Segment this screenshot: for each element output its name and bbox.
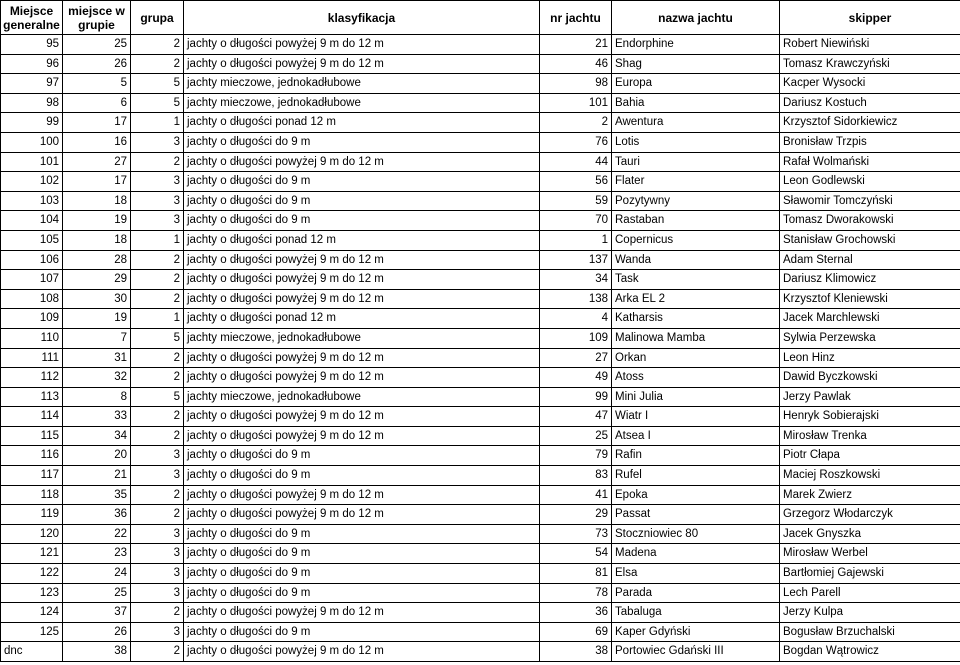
- cell-class: jachty o długości powyżej 9 m do 12 m: [184, 642, 540, 662]
- cell-place: 102: [1, 172, 63, 192]
- table-row: [1, 230, 960, 250]
- cell-class: jachty mieczowe, jednokadłubowe: [184, 387, 540, 407]
- cell-yacht: Pozytywny: [612, 191, 780, 211]
- cell-yacht: Bahia: [612, 93, 780, 113]
- cell-skipper: Lech Parell: [780, 583, 960, 603]
- cell-group: 1: [131, 230, 184, 250]
- cell-group-place: 16: [63, 132, 131, 152]
- cell-skipper: Leon Hinz: [780, 348, 960, 368]
- cell-nr: 70: [540, 211, 612, 231]
- cell-class: jachty o długości powyżej 9 m do 12 m: [184, 348, 540, 368]
- cell-nr: 27: [540, 348, 612, 368]
- cell-nr: 36: [540, 603, 612, 623]
- cell-place: 118: [1, 485, 63, 505]
- cell-class: jachty o długości do 9 m: [184, 564, 540, 584]
- cell-skipper: Bronisław Trzpis: [780, 132, 960, 152]
- cell-yacht: Parada: [612, 583, 780, 603]
- cell-class: jachty mieczowe, jednokadłubowe: [184, 93, 540, 113]
- table-row: [1, 152, 960, 172]
- cell-group: 3: [131, 583, 184, 603]
- cell-skipper: Bogdan Wątrowicz: [780, 642, 960, 662]
- table-row: [1, 622, 960, 642]
- cell-nr: 101: [540, 93, 612, 113]
- cell-skipper: Krzysztof Sidorkiewicz: [780, 113, 960, 133]
- cell-class: jachty o długości ponad 12 m: [184, 309, 540, 329]
- cell-yacht: Wanda: [612, 250, 780, 270]
- cell-group-place: 19: [63, 309, 131, 329]
- table-row: [1, 211, 960, 231]
- cell-nr: 81: [540, 564, 612, 584]
- cell-class: jachty mieczowe, jednokadłubowe: [184, 74, 540, 94]
- table-row: [1, 544, 960, 564]
- table-row: [1, 191, 960, 211]
- cell-group-place: 18: [63, 230, 131, 250]
- cell-place: 106: [1, 250, 63, 270]
- cell-place: 101: [1, 152, 63, 172]
- cell-yacht: Copernicus: [612, 230, 780, 250]
- cell-group-place: 7: [63, 328, 131, 348]
- cell-group-place: 34: [63, 426, 131, 446]
- table-row: [1, 113, 960, 133]
- cell-nr: 41: [540, 485, 612, 505]
- cell-group: 3: [131, 466, 184, 486]
- cell-group: 3: [131, 564, 184, 584]
- cell-skipper: Kacper Wysocki: [780, 74, 960, 94]
- table-row: [1, 466, 960, 486]
- cell-group: 3: [131, 191, 184, 211]
- cell-nr: 69: [540, 622, 612, 642]
- cell-yacht: Awentura: [612, 113, 780, 133]
- header-grupa: grupa: [131, 1, 184, 35]
- cell-class: jachty o długości ponad 12 m: [184, 113, 540, 133]
- cell-nr: 137: [540, 250, 612, 270]
- cell-nr: 83: [540, 466, 612, 486]
- cell-place: 95: [1, 35, 63, 55]
- cell-nr: 54: [540, 544, 612, 564]
- cell-place: 111: [1, 348, 63, 368]
- cell-group: 3: [131, 622, 184, 642]
- cell-skipper: Leon Godlewski: [780, 172, 960, 192]
- cell-group-place: 28: [63, 250, 131, 270]
- cell-place: 114: [1, 407, 63, 427]
- cell-group: 2: [131, 348, 184, 368]
- cell-group-place: 25: [63, 583, 131, 603]
- cell-group: 1: [131, 309, 184, 329]
- cell-place: dnc: [1, 642, 63, 662]
- cell-group: 2: [131, 368, 184, 388]
- cell-group-place: 35: [63, 485, 131, 505]
- cell-class: jachty o długości do 9 m: [184, 583, 540, 603]
- cell-skipper: Mirosław Werbel: [780, 544, 960, 564]
- cell-nr: 4: [540, 309, 612, 329]
- cell-yacht: Rastaban: [612, 211, 780, 231]
- cell-class: jachty o długości powyżej 9 m do 12 m: [184, 368, 540, 388]
- cell-place: 113: [1, 387, 63, 407]
- cell-skipper: Maciej Roszkowski: [780, 466, 960, 486]
- cell-class: jachty o długości powyżej 9 m do 12 m: [184, 35, 540, 55]
- cell-skipper: Adam Sternal: [780, 250, 960, 270]
- cell-group: 2: [131, 426, 184, 446]
- cell-class: jachty o długości powyżej 9 m do 12 m: [184, 250, 540, 270]
- cell-class: jachty o długości do 9 m: [184, 172, 540, 192]
- cell-group-place: 17: [63, 172, 131, 192]
- cell-group-place: 20: [63, 446, 131, 466]
- cell-nr: 99: [540, 387, 612, 407]
- cell-class: jachty o długości powyżej 9 m do 12 m: [184, 270, 540, 290]
- cell-place: 117: [1, 466, 63, 486]
- cell-class: jachty o długości do 9 m: [184, 622, 540, 642]
- cell-yacht: Rufel: [612, 466, 780, 486]
- table-row: [1, 485, 960, 505]
- cell-class: jachty o długości powyżej 9 m do 12 m: [184, 407, 540, 427]
- cell-place: 115: [1, 426, 63, 446]
- cell-place: 108: [1, 289, 63, 309]
- header-row: [1, 1, 960, 35]
- cell-yacht: Kaper Gdyński: [612, 622, 780, 642]
- cell-skipper: Jacek Gnyszka: [780, 524, 960, 544]
- cell-skipper: Jerzy Pawlak: [780, 387, 960, 407]
- cell-place: 100: [1, 132, 63, 152]
- cell-skipper: Dawid Byczkowski: [780, 368, 960, 388]
- cell-group-place: 23: [63, 544, 131, 564]
- cell-place: 116: [1, 446, 63, 466]
- cell-place: 121: [1, 544, 63, 564]
- cell-skipper: Henryk Sobierajski: [780, 407, 960, 427]
- cell-yacht: Flater: [612, 172, 780, 192]
- cell-place: 110: [1, 328, 63, 348]
- cell-group-place: 26: [63, 54, 131, 74]
- cell-class: jachty o długości do 9 m: [184, 466, 540, 486]
- cell-place: 124: [1, 603, 63, 623]
- cell-yacht: Task: [612, 270, 780, 290]
- cell-group: 3: [131, 132, 184, 152]
- cell-place: 97: [1, 74, 63, 94]
- table-row: [1, 642, 960, 662]
- cell-class: jachty o długości ponad 12 m: [184, 230, 540, 250]
- cell-group: 2: [131, 407, 184, 427]
- cell-class: jachty o długości powyżej 9 m do 12 m: [184, 426, 540, 446]
- cell-skipper: Grzegorz Włodarczyk: [780, 505, 960, 525]
- cell-group: 2: [131, 505, 184, 525]
- cell-group-place: 24: [63, 564, 131, 584]
- cell-yacht: Lotis: [612, 132, 780, 152]
- cell-class: jachty o długości powyżej 9 m do 12 m: [184, 289, 540, 309]
- cell-nr: 138: [540, 289, 612, 309]
- cell-place: 104: [1, 211, 63, 231]
- cell-place: 105: [1, 230, 63, 250]
- cell-group-place: 31: [63, 348, 131, 368]
- cell-nr: 1: [540, 230, 612, 250]
- table-row: [1, 603, 960, 623]
- cell-group: 2: [131, 485, 184, 505]
- cell-skipper: Bartłomiej Gajewski: [780, 564, 960, 584]
- cell-group-place: 32: [63, 368, 131, 388]
- cell-group-place: 29: [63, 270, 131, 290]
- cell-class: jachty o długości powyżej 9 m do 12 m: [184, 152, 540, 172]
- cell-skipper: Robert Niewiński: [780, 35, 960, 55]
- cell-nr: 59: [540, 191, 612, 211]
- cell-nr: 109: [540, 328, 612, 348]
- table-row: [1, 583, 960, 603]
- cell-nr: 34: [540, 270, 612, 290]
- cell-skipper: Krzysztof Kleniewski: [780, 289, 960, 309]
- cell-group-place: 6: [63, 93, 131, 113]
- cell-group: 5: [131, 74, 184, 94]
- cell-place: 112: [1, 368, 63, 388]
- cell-class: jachty o długości do 9 m: [184, 446, 540, 466]
- cell-group: 2: [131, 35, 184, 55]
- cell-yacht: Europa: [612, 74, 780, 94]
- table-row: [1, 172, 960, 192]
- cell-skipper: Tomasz Dworakowski: [780, 211, 960, 231]
- cell-group: 5: [131, 328, 184, 348]
- table-body: [1, 35, 960, 662]
- table-row: [1, 446, 960, 466]
- cell-yacht: Atsea I: [612, 426, 780, 446]
- cell-skipper: Jerzy Kulpa: [780, 603, 960, 623]
- cell-place: 103: [1, 191, 63, 211]
- cell-group-place: 27: [63, 152, 131, 172]
- cell-yacht: Epoka: [612, 485, 780, 505]
- cell-nr: 38: [540, 642, 612, 662]
- cell-nr: 46: [540, 54, 612, 74]
- cell-yacht: Madena: [612, 544, 780, 564]
- cell-class: jachty o długości do 9 m: [184, 191, 540, 211]
- table-row: [1, 407, 960, 427]
- table-row: [1, 54, 960, 74]
- cell-group: 1: [131, 113, 184, 133]
- cell-place: 109: [1, 309, 63, 329]
- cell-yacht: Arka EL 2: [612, 289, 780, 309]
- cell-group: 3: [131, 524, 184, 544]
- cell-yacht: Wiatr I: [612, 407, 780, 427]
- cell-class: jachty o długości do 9 m: [184, 132, 540, 152]
- cell-yacht: Malinowa Mamba: [612, 328, 780, 348]
- cell-yacht: Shag: [612, 54, 780, 74]
- cell-group: 2: [131, 152, 184, 172]
- cell-nr: 78: [540, 583, 612, 603]
- cell-group: 3: [131, 544, 184, 564]
- cell-group-place: 19: [63, 211, 131, 231]
- table-row: [1, 250, 960, 270]
- cell-nr: 29: [540, 505, 612, 525]
- cell-group: 2: [131, 603, 184, 623]
- cell-place: 122: [1, 564, 63, 584]
- cell-nr: 21: [540, 35, 612, 55]
- header-skipper: skipper: [780, 1, 960, 35]
- cell-class: jachty o długości powyżej 9 m do 12 m: [184, 505, 540, 525]
- cell-nr: 44: [540, 152, 612, 172]
- cell-yacht: Mini Julia: [612, 387, 780, 407]
- cell-skipper: Sylwia Perzewska: [780, 328, 960, 348]
- cell-group-place: 17: [63, 113, 131, 133]
- cell-skipper: Rafał Wolmański: [780, 152, 960, 172]
- table-row: [1, 132, 960, 152]
- cell-skipper: Dariusz Kostuch: [780, 93, 960, 113]
- table-row: [1, 348, 960, 368]
- cell-class: jachty o długości powyżej 9 m do 12 m: [184, 54, 540, 74]
- cell-group-place: 8: [63, 387, 131, 407]
- cell-yacht: Tauri: [612, 152, 780, 172]
- cell-class: jachty o długości powyżej 9 m do 12 m: [184, 485, 540, 505]
- table-row: [1, 93, 960, 113]
- cell-group-place: 22: [63, 524, 131, 544]
- header-klasyfikacja: klasyfikacja: [184, 1, 540, 35]
- cell-skipper: Jacek Marchlewski: [780, 309, 960, 329]
- cell-skipper: Mirosław Trenka: [780, 426, 960, 446]
- cell-group-place: 33: [63, 407, 131, 427]
- header-nr-jachtu: nr jachtu: [540, 1, 612, 35]
- cell-group-place: 30: [63, 289, 131, 309]
- cell-group: 3: [131, 211, 184, 231]
- cell-group-place: 25: [63, 35, 131, 55]
- table-row: [1, 564, 960, 584]
- table-row: [1, 368, 960, 388]
- header-miejsce-w-grupie: miejsce w grupie: [63, 1, 131, 35]
- cell-group-place: 5: [63, 74, 131, 94]
- cell-place: 98: [1, 93, 63, 113]
- cell-place: 96: [1, 54, 63, 74]
- cell-place: 125: [1, 622, 63, 642]
- table-row: [1, 387, 960, 407]
- cell-group: 2: [131, 54, 184, 74]
- cell-yacht: Rafin: [612, 446, 780, 466]
- cell-group-place: 18: [63, 191, 131, 211]
- cell-yacht: Atoss: [612, 368, 780, 388]
- cell-nr: 25: [540, 426, 612, 446]
- cell-group: 2: [131, 250, 184, 270]
- cell-skipper: Stanisław Grochowski: [780, 230, 960, 250]
- table-row: [1, 270, 960, 290]
- table-row: [1, 505, 960, 525]
- cell-yacht: Katharsis: [612, 309, 780, 329]
- cell-yacht: Orkan: [612, 348, 780, 368]
- cell-group-place: 37: [63, 603, 131, 623]
- cell-yacht: Endorphine: [612, 35, 780, 55]
- table-row: [1, 289, 960, 309]
- cell-yacht: Elsa: [612, 564, 780, 584]
- cell-nr: 2: [540, 113, 612, 133]
- cell-place: 119: [1, 505, 63, 525]
- cell-nr: 98: [540, 74, 612, 94]
- cell-group: 2: [131, 642, 184, 662]
- cell-group-place: 21: [63, 466, 131, 486]
- table-row: [1, 328, 960, 348]
- cell-skipper: Bogusław Brzuchalski: [780, 622, 960, 642]
- cell-group-place: 36: [63, 505, 131, 525]
- cell-group: 3: [131, 172, 184, 192]
- cell-nr: 47: [540, 407, 612, 427]
- cell-nr: 56: [540, 172, 612, 192]
- cell-nr: 73: [540, 524, 612, 544]
- cell-skipper: Sławomir Tomczyński: [780, 191, 960, 211]
- header-miejsce-generalne: Miejsce generalne: [1, 1, 63, 35]
- cell-skipper: Dariusz Klimowicz: [780, 270, 960, 290]
- cell-place: 107: [1, 270, 63, 290]
- cell-group: 2: [131, 289, 184, 309]
- cell-group-place: 26: [63, 622, 131, 642]
- cell-class: jachty mieczowe, jednokadłubowe: [184, 328, 540, 348]
- cell-group: 3: [131, 446, 184, 466]
- cell-place: 120: [1, 524, 63, 544]
- table-row: [1, 309, 960, 329]
- cell-yacht: Passat: [612, 505, 780, 525]
- cell-skipper: Tomasz Krawczyński: [780, 54, 960, 74]
- cell-place: 123: [1, 583, 63, 603]
- cell-yacht: Tabaluga: [612, 603, 780, 623]
- cell-yacht: Portowiec Gdański III: [612, 642, 780, 662]
- cell-class: jachty o długości do 9 m: [184, 211, 540, 231]
- header-nazwa-jachtu: nazwa jachtu: [612, 1, 780, 35]
- table-row: [1, 426, 960, 446]
- table-row: [1, 35, 960, 55]
- cell-group: 2: [131, 270, 184, 290]
- cell-class: jachty o długości do 9 m: [184, 544, 540, 564]
- cell-skipper: Piotr Cłapa: [780, 446, 960, 466]
- cell-place: 99: [1, 113, 63, 133]
- cell-group-place: 38: [63, 642, 131, 662]
- cell-group: 5: [131, 387, 184, 407]
- table-row: [1, 524, 960, 544]
- cell-skipper: Marek Zwierz: [780, 485, 960, 505]
- table-row: [1, 74, 960, 94]
- cell-nr: 49: [540, 368, 612, 388]
- cell-nr: 76: [540, 132, 612, 152]
- cell-group: 5: [131, 93, 184, 113]
- cell-class: jachty o długości do 9 m: [184, 524, 540, 544]
- cell-class: jachty o długości powyżej 9 m do 12 m: [184, 603, 540, 623]
- cell-nr: 79: [540, 446, 612, 466]
- cell-yacht: Stoczniowiec 80: [612, 524, 780, 544]
